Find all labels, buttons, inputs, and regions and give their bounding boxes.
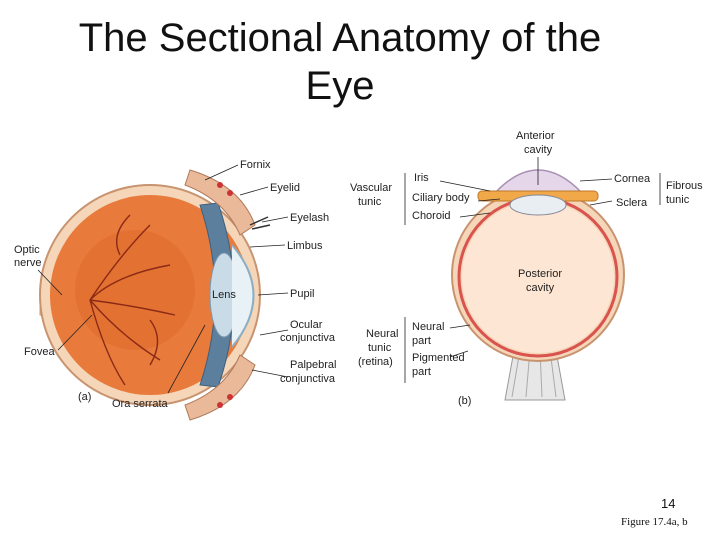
lens-b — [510, 195, 566, 215]
label-neural-tunic-3: (retina) — [358, 356, 393, 368]
label-anterior-cavity-2: cavity — [524, 144, 553, 156]
label-palpebral-conjunctiva-1: Palpebral — [290, 359, 337, 371]
label-neural-tunic-1: Neural — [366, 328, 399, 340]
label-eyelash: Eyelash — [290, 212, 330, 224]
anterior-cavity-b — [495, 170, 582, 193]
label-posterior-cavity-2: cavity — [526, 282, 555, 294]
label-eyelid: Eyelid — [270, 182, 300, 194]
label-palpebral-conjunctiva-2: conjunctiva — [280, 373, 336, 385]
slide-title: The Sectional Anatomy of the Eye — [78, 16, 602, 108]
label-neural-part-1: Neural — [412, 321, 445, 333]
label-lens: Lens — [212, 289, 236, 301]
label-posterior-cavity-1: Posterior — [518, 268, 563, 280]
label-pupil: Pupil — [290, 288, 315, 300]
label-fornix: Fornix — [240, 159, 271, 171]
label-cornea: Cornea — [614, 173, 651, 185]
label-pigmented-part-1: Pigmented — [412, 352, 465, 364]
label-ciliary-body: Ciliary body — [412, 192, 470, 204]
figure-caption: Figure 17.4a, b — [621, 516, 688, 528]
label-ora-serrata: Ora serrata — [112, 398, 168, 410]
eye-anatomy-figure — [0, 125, 720, 425]
label-ocular-conjunctiva-1: Ocular — [290, 319, 323, 331]
label-anterior-cavity-1: Anterior — [516, 130, 555, 142]
label-limbus: Limbus — [287, 240, 323, 252]
label-sclera: Sclera — [616, 197, 648, 209]
label-fibrous-tunic-2: tunic — [666, 194, 690, 206]
label-choroid: Choroid — [412, 210, 451, 222]
page-number: 14 — [661, 496, 676, 511]
label-optic-nerve-1: Optic — [14, 244, 40, 256]
label-pigmented-part-2: part — [412, 366, 431, 378]
panel-label-a: (a) — [78, 391, 92, 403]
label-ocular-conjunctiva-2: conjunctiva — [280, 332, 336, 344]
panel-label-b: (b) — [458, 395, 472, 407]
label-fovea: Fovea — [24, 346, 55, 358]
label-neural-part-2: part — [412, 335, 431, 347]
label-fibrous-tunic-1: Fibrous — [666, 180, 703, 192]
label-iris: Iris — [414, 172, 429, 184]
label-vascular-tunic-2: tunic — [358, 196, 382, 208]
label-neural-tunic-2: tunic — [368, 342, 392, 354]
label-vascular-tunic-1: Vascular — [350, 182, 392, 194]
label-optic-nerve-2: nerve — [14, 257, 42, 269]
